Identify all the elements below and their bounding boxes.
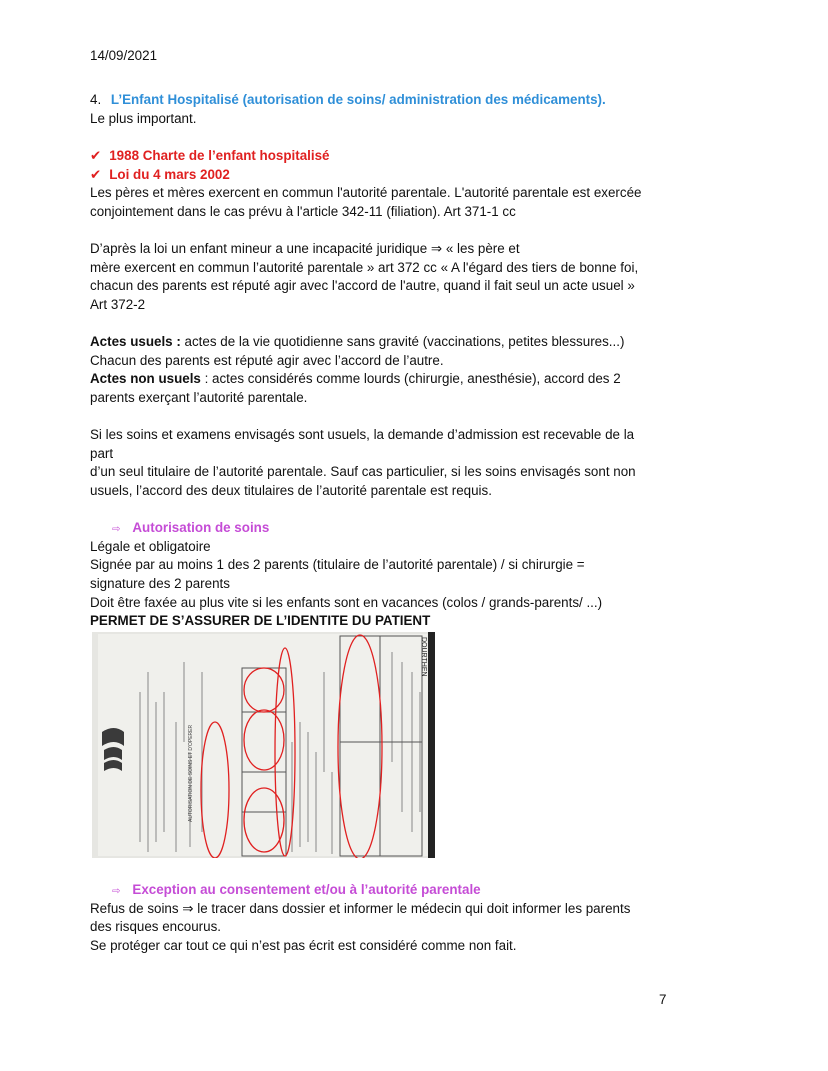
hospital-logo: [102, 728, 124, 771]
check-item-charte: [90, 147, 330, 165]
check-icon: ✔: [90, 167, 102, 182]
paragraph-line: Art 372-2: [90, 297, 146, 312]
paragraph-line: usuels, l’accord des deux titulaires de l’autorité parentale est requis.: [90, 483, 492, 498]
paragraph-line: des risques encourus.: [90, 919, 222, 934]
paragraph-line: signature des 2 parents: [90, 576, 230, 591]
arrow-right-icon: ⇨: [112, 886, 121, 897]
paragraph-line: d’un seul titulaire de l’autorité parentale. Sauf cas particulier, si les soins envisagés sont non: [90, 464, 636, 479]
check-label: Loi du 4 mars 2002: [109, 167, 230, 182]
paragraph-line: Chacun des parents est réputé agir avec l’accord de l’autre.: [90, 353, 444, 368]
paragraph-line: parents exerçant l’autorité parentale.: [90, 390, 308, 405]
paragraph-line: Doit être faxée au plus vite si les enfants sont en vacances (colos / grands-parents/ ...): [90, 595, 603, 610]
arrow-right-icon: ⇨: [112, 524, 121, 535]
paragraph-line: D’après la loi un enfant mineur a une incapacité juridique ⇒ « les père et: [90, 241, 520, 256]
paragraph-line: Légale et obligatoire: [90, 539, 211, 554]
section-heading: [90, 91, 606, 109]
paragraph-line: Les pères et mères exercent en commun l'autorité parentale. L'autorité parentale est exercée: [90, 185, 642, 200]
section-subtitle: Le plus important.: [90, 111, 197, 126]
check-item-loi: [90, 166, 230, 184]
document-date: 14/09/2021: [90, 48, 158, 63]
actes-usuels: [90, 333, 624, 351]
paragraph-line: mère exercent en commun l’autorité parentale » art 372 cc « A l'égard des tiers de bonne foi,: [90, 260, 639, 275]
section-number: 4.: [90, 92, 102, 107]
autorisation-heading-label: Autorisation de soins: [132, 520, 270, 535]
identity-emphasis: PERMET DE S’ASSURER DE L’IDENTITE DU PATIENT: [90, 613, 431, 628]
paragraph-line: part: [90, 446, 114, 461]
paragraph-line: chacun des parents est réputé agir avec l'accord de l'autre, quand il fait seul un acte usuel »: [90, 278, 635, 293]
actes-non-usuels-text: : actes considérés comme lourds (chirurgie, anesthésie), accord des 2: [200, 371, 621, 386]
exception-heading-label: Exception au consentement et/ou à l’autorité parentale: [132, 882, 481, 897]
actes-usuels-label: Actes usuels :: [90, 334, 181, 349]
autorisation-heading: [112, 519, 269, 539]
check-icon: ✔: [90, 148, 102, 163]
form-side-label: DOURTHEN: [420, 637, 427, 677]
paragraph-line: Signée par au moins 1 des 2 parents (titulaire de l’autorité parentale) / si chirurgie =: [90, 557, 585, 572]
form-title: AUTORISATION DE SOINS ET D'OPERER: [188, 724, 194, 822]
paragraph-line: conjointement dans le cas prévu à l'article 342-11 (filiation). Art 371-1 cc: [90, 204, 516, 219]
paragraph-line: Se protéger car tout ce qui n’est pas écrit est considéré comme non fait.: [90, 938, 517, 953]
paragraph-line: Si les soins et examens envisagés sont usuels, la demande d’admission est recevable de la: [90, 427, 635, 442]
actes-usuels-text: actes de la vie quotidienne sans gravité (vaccinations, petites blessures...): [180, 334, 625, 349]
page-number: 7: [659, 992, 667, 1007]
section-title: L’Enfant Hospitalisé (autorisation de soins/ administration des médicaments).: [110, 92, 606, 107]
consent-form-photo: [92, 632, 435, 858]
paragraph-line: Refus de soins ⇒ le tracer dans dossier et informer le médecin qui doit informer les parents: [90, 901, 631, 916]
exception-heading: [112, 881, 481, 901]
check-label: 1988 Charte de l’enfant hospitalisé: [109, 148, 330, 163]
actes-non-usuels: [90, 370, 621, 388]
actes-non-usuels-label: Actes non usuels: [90, 371, 201, 386]
